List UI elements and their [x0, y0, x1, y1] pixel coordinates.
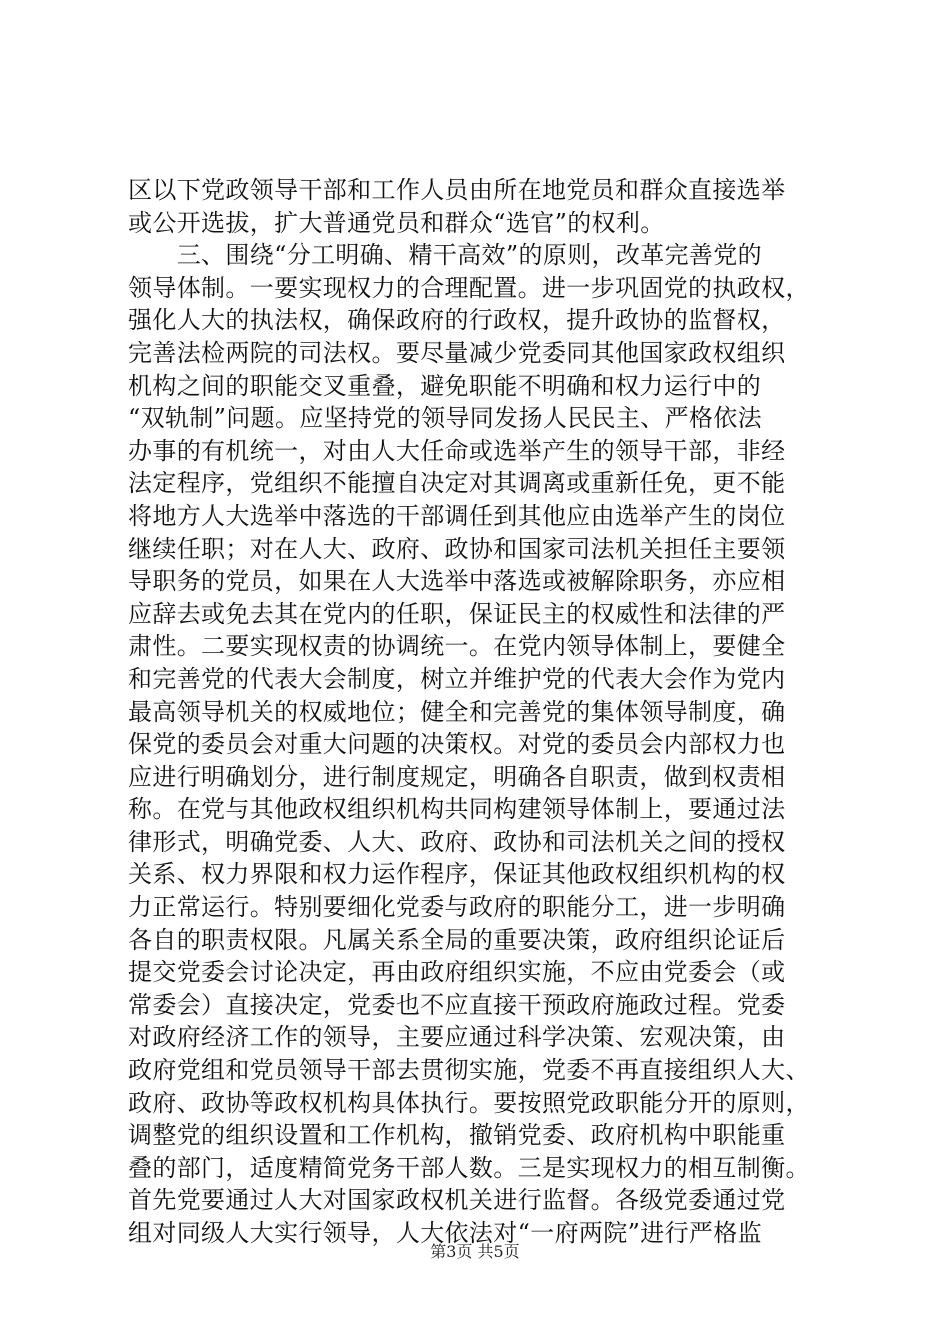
text-line: 叠的部门，适度精简党务干部人数。三是实现权力的相互制衡。 — [128, 1153, 810, 1182]
text-line: 肃性。二要实现权责的协调统一。在党内领导体制上，要健全 — [128, 632, 786, 661]
text-line: 称。在党与其他政权组织机构共同构建领导体制上，要通过法 — [128, 795, 786, 824]
text-line: 调整党的组织设置和工作机构，撤销党委、政府机构中职能重 — [128, 1121, 786, 1150]
text-line: 法定程序，党组织不能擅自决定对其调离或重新任免，更不能 — [128, 469, 786, 498]
text-line: 应辞去或免去其在党内的任职，保证民主的权威性和法律的严 — [128, 599, 786, 628]
text-line: 各自的职责权限。凡属关系全局的重要决策，政府组织论证后 — [128, 925, 786, 954]
text-line: 常委会）直接决定，党委也不应直接干预政府施政过程。党委 — [128, 990, 786, 1019]
body-text — [128, 174, 848, 1250]
text-line: 组对同级人大实行领导，人大依法对“一府两院”进行严格监 — [128, 1219, 762, 1247]
text-line: 提交党委会讨论决定，再由政府组织实施，不应由党委会（或 — [128, 958, 786, 987]
text-line: 导职务的党员，如果在人大选举中落选或被解除职务，亦应相 — [128, 567, 786, 596]
text-line: 将地方人大选举中落选的干部调任到其他应由选举产生的岗位 — [128, 501, 786, 530]
text-line: 强化人大的执法权，确保政府的行政权，提升政协的监督权， — [128, 306, 786, 335]
text-line: 律形式，明确党委、人大、政府、政协和司法机关之间的授权 — [128, 827, 786, 856]
text-line: 力正常运行。特别要细化党委与政府的职能分工，进一步明确 — [128, 893, 786, 922]
text-line: 办事的有机统一，对由人大任命或选举产生的领导干部，非经 — [128, 436, 786, 465]
text-line: 保党的委员会对重大问题的决策权。对党的委员会内部权力也 — [128, 730, 786, 759]
text-line: 继续任职；对在人大、政府、政协和国家司法机关担任主要领 — [128, 534, 786, 563]
text-line: 政府、政协等政权机构具体执行。要按照党政职能分开的原则， — [128, 1088, 810, 1117]
text-line: 完善法检两院的司法权。要尽量减少党委同其他国家政权组织 — [128, 338, 786, 367]
text-line: 最高领导机关的权威地位；健全和完善党的集体领导制度，确 — [128, 697, 786, 726]
text-line: 首先党要通过人大对国家政权机关进行监督。各级党委通过党 — [128, 1186, 786, 1215]
text-line: 或公开选拔，扩大普通党员和群众“选官”的权利。 — [128, 208, 665, 237]
text-line: 区以下党政领导干部和工作人员由所在地党员和群众直接选举 — [128, 176, 786, 204]
text-line: 应进行明确划分，进行制度规定，明确各自职责，做到权责相 — [128, 762, 786, 791]
page-footer: 第3页 共5页 — [430, 1242, 520, 1261]
text-line: 三、围绕“分工明确、精干高效”的原则，改革完善党的 — [128, 241, 762, 270]
text-line: 关系、权力界限和权力运作程序，保证其他政权组织机构的权 — [128, 860, 786, 889]
text-line: 机构之间的职能交叉重叠，避免职能不明确和权力运行中的 — [128, 371, 762, 400]
text-line: 和完善党的代表大会制度，树立并维护党的代表大会作为党内 — [128, 664, 786, 693]
text-line: “双轨制”问题。应坚持党的领导同发扬人民民主、严格依法 — [128, 404, 762, 433]
text-line: 对政府经济工作的领导，主要应通过科学决策、宏观决策，由 — [128, 1023, 786, 1052]
text-line: 领导体制。一要实现权力的合理配置。进一步巩固党的执政权， — [128, 273, 810, 302]
text-line: 政府党组和党员领导干部去贯彻实施，党委不再直接组织人大、 — [128, 1056, 810, 1085]
